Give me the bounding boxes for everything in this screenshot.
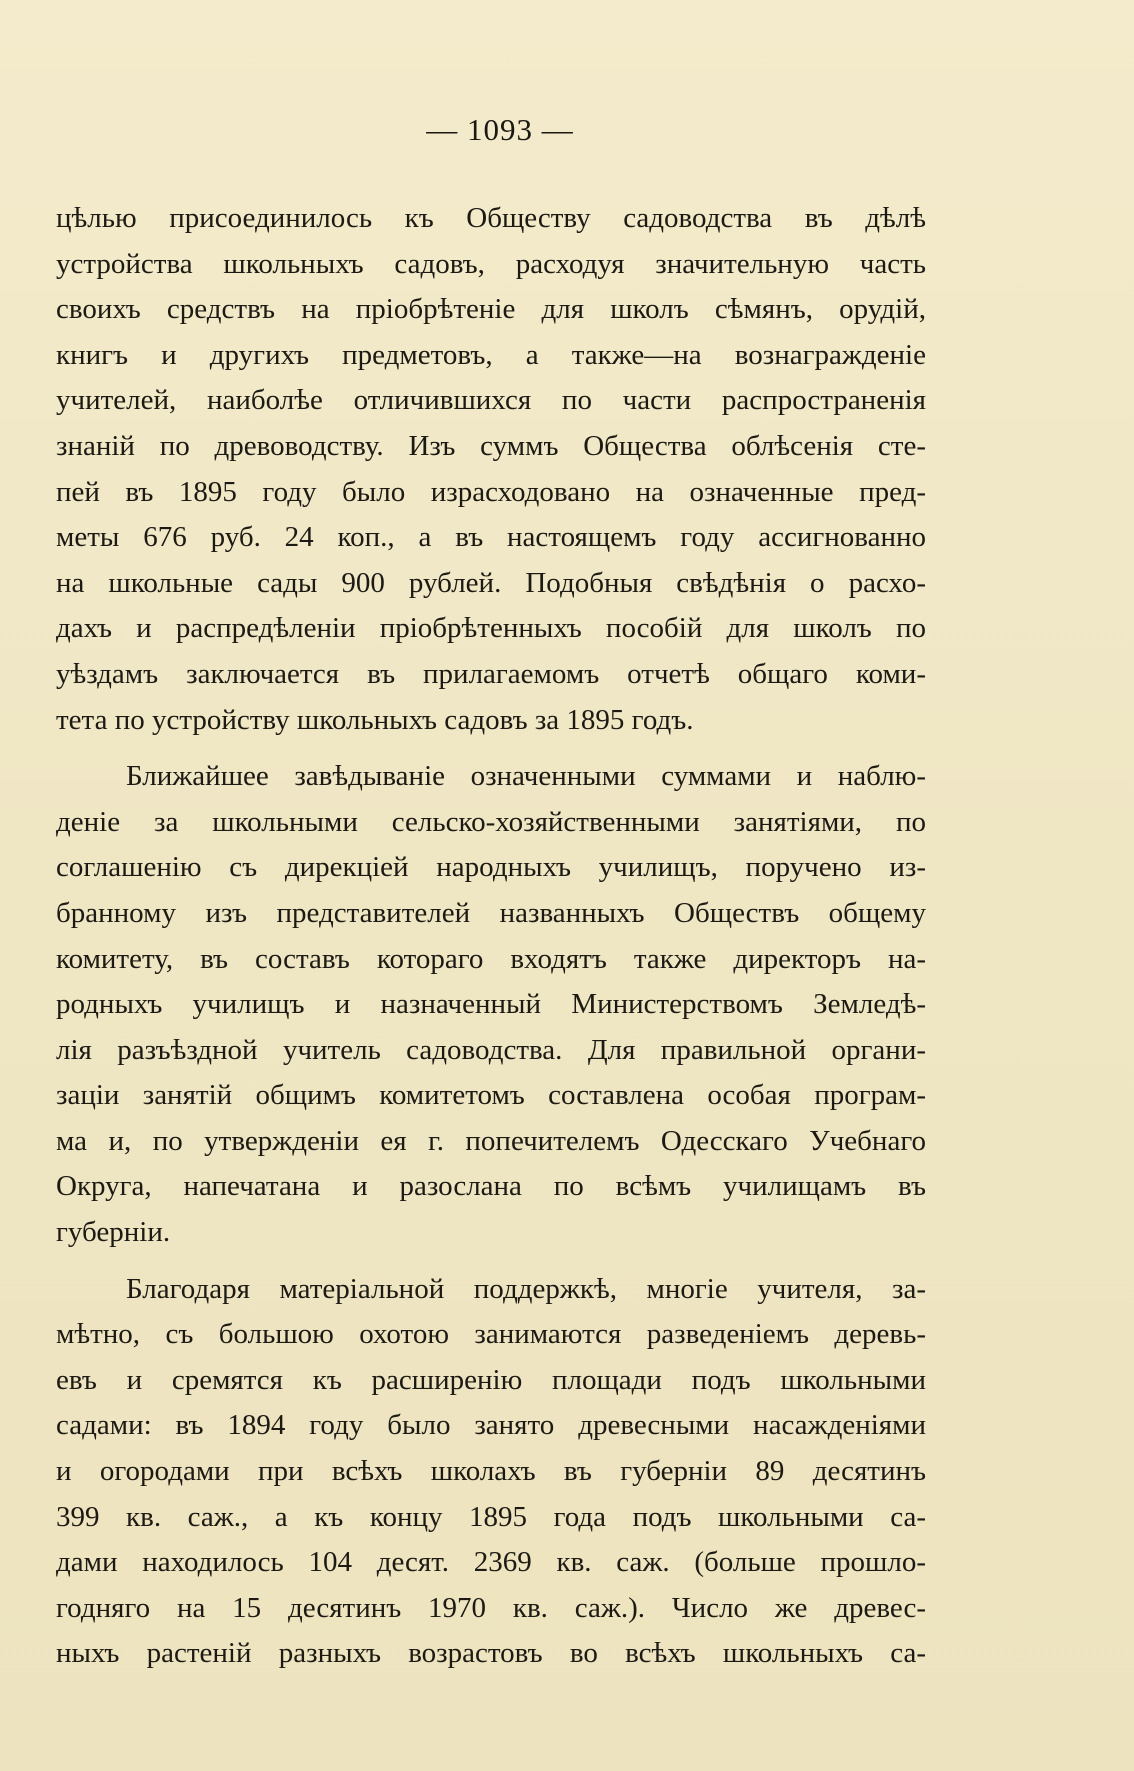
text-line: тета по устройству школьныхъ садовъ за 1895 годъ. (56, 703, 694, 736)
text-line: мѣтно, съ большою охотою занимаются разведеніемъ деревь- (56, 1318, 926, 1351)
text-line: Благодаря матеріальной поддержкѣ, многіе учителя, за- (126, 1272, 926, 1305)
text-line: дахъ и распредѣленіи пріобрѣтенныхъ пособій для школъ по (56, 612, 926, 645)
text-line: родныхъ училищъ и назначенный Министерствомъ Земледѣ- (56, 988, 926, 1021)
text-line: заціи занятій общимъ комитетомъ составлена особая програм- (56, 1079, 926, 1112)
text-line: цѣлью присоединилось къ Обществу садоводства въ дѣлѣ (56, 202, 926, 234)
paragraph-2 (56, 754, 926, 1256)
text-line: Округа, напечатана и разослана по всѣмъ училищамъ въ (56, 1170, 926, 1203)
text-line: деніе за школьными сельско-хозяйственными занятіями, по (56, 805, 926, 838)
body-text (56, 196, 926, 1677)
text-line: 399 кв. саж., а къ концу 1895 года подъ школьными са- (56, 1500, 926, 1533)
text-line: знаній по древоводству. Изъ суммъ Общества облѣсенія сте- (56, 429, 926, 462)
text-line: губерніи. (56, 1216, 171, 1249)
text-line: уѣздамъ заключается въ прилагаемомъ отчетѣ общаго коми- (56, 657, 926, 690)
text-line: годняго на 15 десятинъ 1970 кв. саж.). Число же древес- (56, 1591, 926, 1624)
text-line: дами находилось 104 десят. 2369 кв. саж. (больше прошло- (56, 1546, 926, 1579)
text-line: учителей, наиболѣе отличившихся по части распространенія (56, 384, 926, 417)
text-line: лія разъѣздной учитель садоводства. Для правильной органи- (56, 1033, 926, 1066)
text-line: устройства школьныхъ садовъ, расходуя значительную часть (56, 247, 926, 280)
paragraph-1 (56, 196, 926, 743)
text-line: на школьные сады 900 рублей. Подобныя свѣдѣнія о расхо- (56, 566, 926, 599)
text-line: пей въ 1895 году было израсходовано на означенные пред- (56, 475, 926, 508)
text-line: своихъ средствъ на пріобрѣтеніе для школъ сѣмянъ, орудій, (56, 293, 926, 326)
text-line: садами: въ 1894 году было занято древесными насажденіями (56, 1409, 926, 1442)
text-line: книгъ и другихъ предметовъ, а также—на вознагражденіе (56, 338, 926, 371)
text-line: ма и, по утвержденіи ея г. попечителемъ Одесскаго Учебнаго (56, 1124, 926, 1157)
text-line: Ближайшее завѣдываніе означенными суммами и наблю- (126, 760, 926, 793)
page-number: — 1093 — (426, 112, 574, 147)
text-line: ныхъ растеній разныхъ возрастовъ во всѣхъ школьныхъ са- (56, 1637, 926, 1670)
text-line: комитету, въ составъ котораго входятъ также директоръ на- (56, 942, 926, 975)
text-line: соглашенію съ дирекціей народныхъ училищъ, поручено из- (56, 851, 926, 884)
text-line: и огородами при всѣхъ школахъ въ губерніи 89 десятинъ (56, 1455, 926, 1488)
text-line: меты 676 руб. 24 коп., а въ настоящемъ году ассигнованно (56, 521, 926, 554)
text-line: бранному изъ представителей названныхъ Обществъ общему (56, 896, 926, 929)
text-line: евъ и сремятся къ расширенію площади подъ школьными (56, 1363, 926, 1396)
paragraph-3 (56, 1267, 926, 1677)
